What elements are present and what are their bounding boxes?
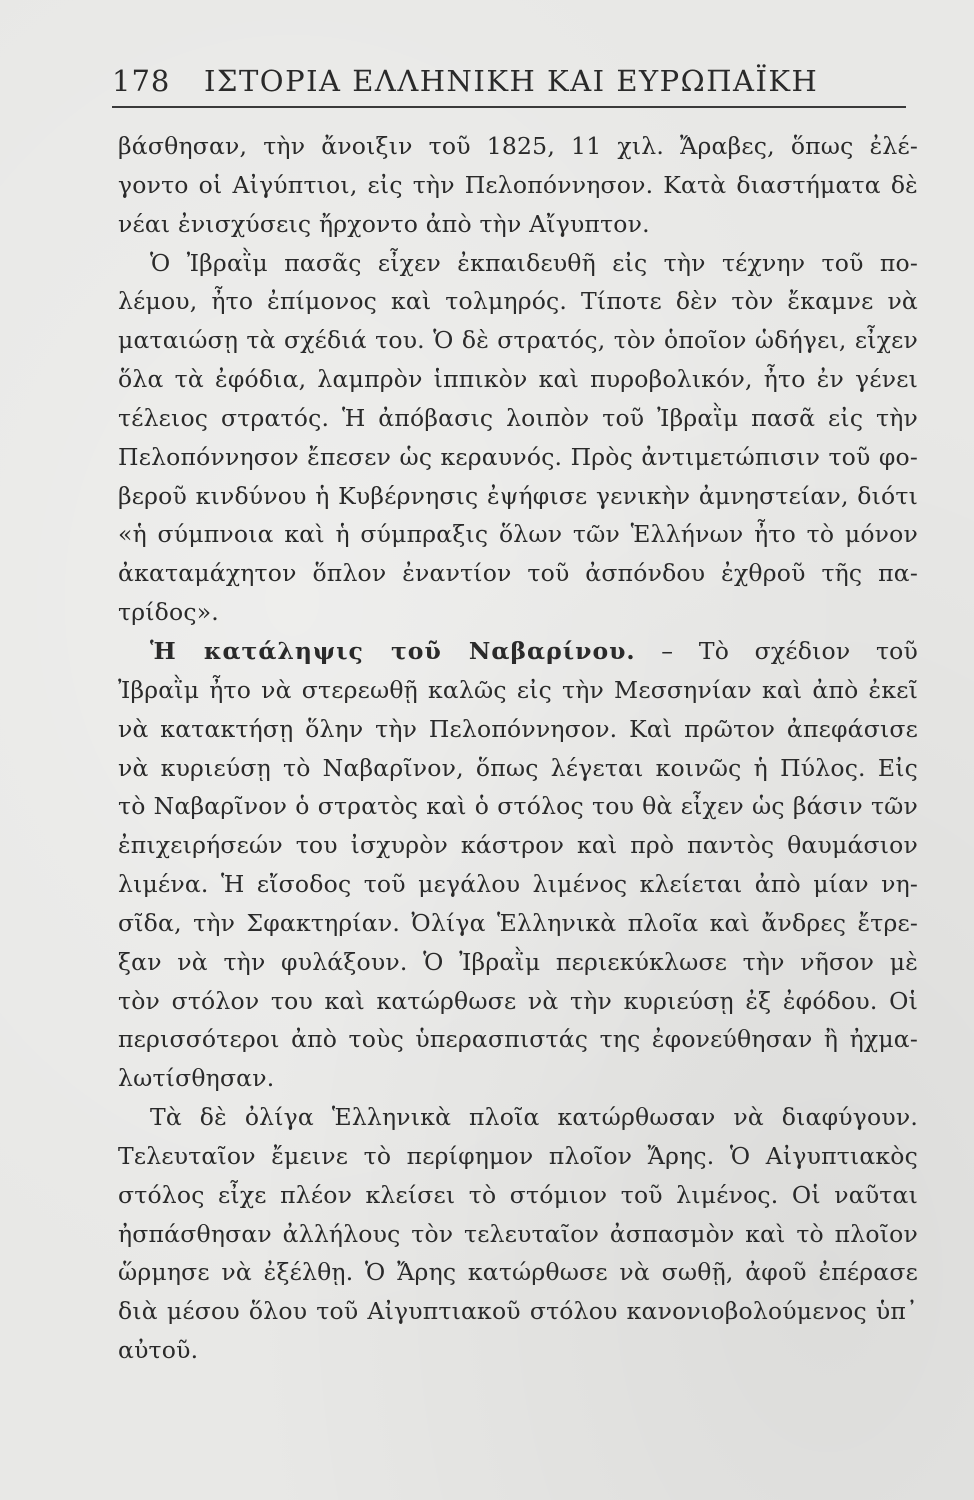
page-number: 178 [112,64,171,98]
text-line: διὰ μέσου ὅλου τοῦ Αἰγυπτιακοῦ στόλου κανονιοβολούμενος ὑπ᾽ [118,1297,918,1326]
text-line: βεροῦ κινδύνου ἡ Κυβέρνησις ἐψήφισε γενικὴν ἀμνηστείαν, διότι [118,481,918,510]
text-line: Τελευταῖον ἔμεινε τὸ περίφημον πλοῖον Ἄρης. Ὁ Αἰγυπτιακὸς [118,1141,918,1170]
text-line: νέαι ἐνισχύσεις ἤρχοντο ἀπὸ τὴν Αἴγυπτον. [118,209,650,238]
text-line: νὰ κατακτήσῃ ὅλην τὴν Πελοπόννησον. Καὶ πρῶτον ἀπεφάσισε [118,714,918,743]
text-line: τὸ Ναβαρῖνον ὁ στρατὸς καὶ ὁ στόλος του θὰ εἶχεν ὡς βάσιν τῶν [118,792,918,821]
text-line: ἐπιχειρήσεών του ἰσχυρὸν κάστρον καὶ πρὸ παντὸς θαυμάσιον [118,831,918,860]
text-line: γοντο οἱ Αἰγύπτιοι, εἰς τὴν Πελοπόννησον. Κατὰ διαστήματα δὲ [118,170,918,199]
text-line: αὐτοῦ. [118,1336,199,1365]
body-text [118,127,918,1370]
text-line: «ἡ σύμπνοια καὶ ἡ σύμπραξις ὅλων τῶν Ἑλλήνων ἦτο τὸ μόνον [118,520,918,549]
text-line: Ὁ Ἰβραῒμ πασᾶς εἶχεν ἐκπαιδευθῆ εἰς τὴν τέχνην τοῦ πο- [150,248,918,277]
text-line: περισσότεροι ἀπὸ τοὺς ὑπερασπιστάς της ἐφονεύθησαν ἢ ἠχμα- [118,1025,918,1054]
text-line: λέμου, ἦτο ἐπίμονος καὶ τολμηρός. Τίποτε δὲν τὸν ἔκαμνε νὰ [118,287,918,316]
text-line: ἀκαταμάχητον ὅπλον ἐναντίον τοῦ ἀσπόνδου ἐχθροῦ τῆς πα- [118,559,918,588]
text-line: τρίδος». [118,598,219,627]
text-line: λωτίσθησαν. [118,1064,275,1093]
text-line: λιμένα. Ἡ εἴσοδος τοῦ μεγάλου λιμένος κλείεται ἀπὸ μίαν νη- [118,870,918,899]
text-line-rest: – Τὸ σχέδιον τοῦ [635,636,919,665]
text-line: ὅλα τὰ ἐφόδια, λαμπρὸν ἱππικὸν καὶ πυροβολικόν, ἦτο ἐν γένει [118,365,918,394]
text-line: τέλειος στρατός. Ἡ ἀπόβασις λοιπὸν τοῦ Ἰβραῒμ πασᾶ εἰς τὴν [118,403,918,432]
text-line: Πελοπόννησον ἔπεσεν ὡς κεραυνός. Πρὸς ἀντιμετώπισιν τοῦ φο- [118,442,918,471]
text-line: ἠσπάσθησαν ἀλλήλους τὸν τελευταῖον ἀσπασμὸν καὶ τὸ πλοῖον [118,1219,918,1248]
section-heading-line [118,632,918,671]
section-title: Ἡ κατάληψις τοῦ Ναβαρίνου. [150,636,636,665]
text-line: στόλος εἶχε πλέον κλείσει τὸ στόμιον τοῦ λιμένος. Οἱ ναῦται [118,1180,918,1209]
text-line: Ἰβραῒμ ἦτο νὰ στερεωθῇ καλῶς εἰς τὴν Μεσσηνίαν καὶ ἀπὸ ἐκεῖ [118,675,918,704]
text-line: ξαν νὰ τὴν φυλάξουν. Ὁ Ἰβραῒμ περιεκύκλωσε τὴν νῆσον μὲ [118,947,918,976]
text-line: ὥρμησε νὰ ἐξέλθῃ. Ὁ Ἄρης κατώρθωσε νὰ σωθῇ, ἀφοῦ ἐπέρασε [118,1258,918,1287]
text-line: νὰ κυριεύσῃ τὸ Ναβαρῖνον, ὅπως λέγεται κοινῶς ἡ Πύλος. Εἰς [118,753,918,782]
page-header [112,62,906,108]
text-line: ματαιώσῃ τὰ σχέδιά του. Ὁ δὲ στρατός, τὸν ὁποῖον ὡδήγει, εἶχεν [118,326,918,355]
text-line: Τὰ δὲ ὀλίγα Ἑλληνικὰ πλοῖα κατώρθωσαν νὰ διαφύγουν. [150,1103,918,1132]
text-line: τὸν στόλον του καὶ κατώρθωσε νὰ τὴν κυριεύσῃ ἐξ ἐφόδου. Οἱ [118,986,918,1015]
text-line: βάσθησαν, τὴν ἄνοιξιν τοῦ 1825, 11 χιλ. Ἄραβες, ὅπως ἐλέ- [118,132,918,160]
running-title: ΙΣΤΟΡΙΑ ΕΛΛΗΝΙΚΗ ΚΑΙ ΕΥΡΩΠΑΪΚΗ [204,64,819,98]
text-line: σῖδα, τὴν Σφακτηρίαν. Ὀλίγα Ἑλληνικὰ πλοῖα καὶ ἄνδρες ἔτρε- [118,908,918,937]
